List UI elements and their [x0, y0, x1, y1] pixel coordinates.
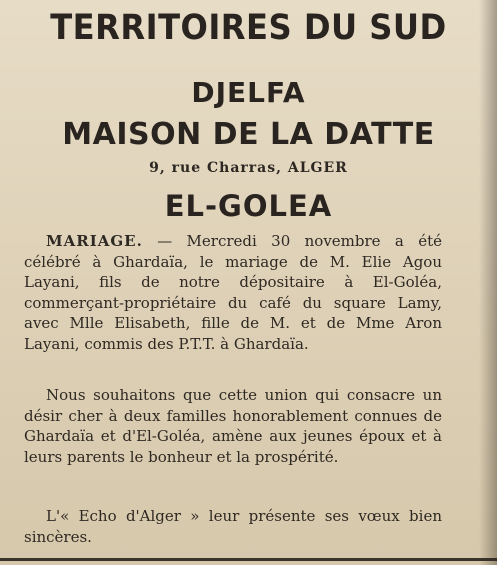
town-heading-djelfa: DJELFA	[191, 76, 306, 109]
shop-address: 9, rue Charras, ALGER	[149, 160, 348, 176]
article-lead-word: MARIAGE.	[46, 232, 143, 250]
bottom-rule	[0, 558, 497, 561]
shop-name-heading: MAISON DE LA DATTE	[62, 117, 435, 152]
article-paragraph-3	[24, 506, 442, 547]
region-heading: TERRITOIRES DU SUD	[50, 8, 447, 48]
article-paragraph-2-text: Nous souhaitons que cette union qui consacre un désir cher à deux familles honorablement connues de Ghardaïa et d'El-Goléa, amène aux jeunes époux et à leurs parents le bonheur et la prospérité.	[24, 386, 442, 466]
town-heading-el-golea: EL-GOLEA	[164, 189, 333, 223]
article-paragraph-1-text: — Mercredi 30 novembre a été célébré à Ghardaïa, le mariage de M. Elie Agou Layani, fils de notre dépositaire à El-Goléa, commerçant-propriétaire du café du square Lamy, avec Mlle Elisabeth, fille de M. et de Mme Aron Layani, commis des P.T.T. à Ghardaïa.	[24, 232, 442, 353]
paper-edge-shadow	[479, 0, 497, 565]
article-paragraph-2	[24, 385, 442, 467]
article-paragraph-3-text: L'« Echo d'Alger » leur présente ses vœux bien sincères.	[24, 507, 442, 546]
article-paragraph-1	[24, 231, 442, 354]
